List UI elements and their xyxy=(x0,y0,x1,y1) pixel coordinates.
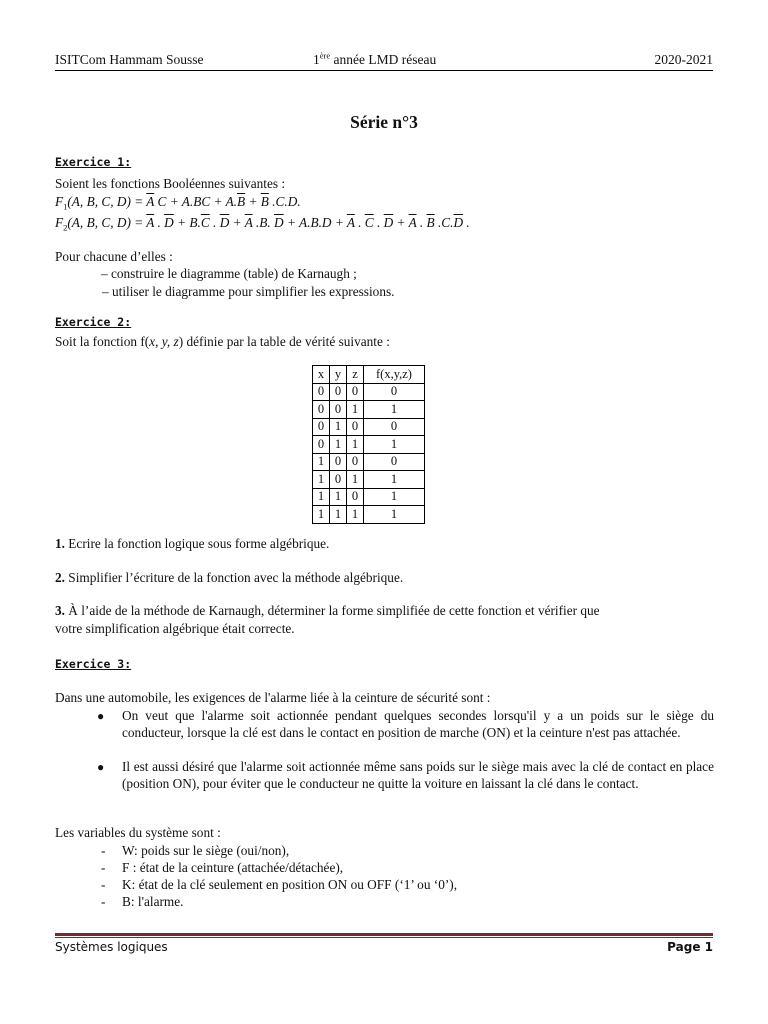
f1-t1d: + xyxy=(245,194,261,209)
ex3-var-w: W: poids sur le siège (oui/non), xyxy=(122,843,290,858)
f1-t1b: C + A.BC + A. xyxy=(154,194,238,209)
table-cell: 1 xyxy=(347,471,364,489)
f1-t1f: .C.D. xyxy=(268,194,301,209)
bullet-icon: ● xyxy=(97,709,105,723)
ex2-q1-text: Ecrire la fonction logique sous forme algébrique. xyxy=(64,536,330,551)
f2-op: . xyxy=(209,215,220,230)
bullet-icon: ● xyxy=(97,760,105,774)
truth-table xyxy=(312,365,425,524)
header-level-sup: ère xyxy=(319,50,331,61)
f2-op: .C. xyxy=(434,215,454,230)
table-cell: 0 xyxy=(330,453,347,471)
table-header-cell: y xyxy=(330,366,347,384)
table-cell: 0 xyxy=(347,418,364,436)
f2-op: + A.B.D + xyxy=(283,215,347,230)
table-row xyxy=(313,383,425,401)
ex2-q2 xyxy=(55,570,403,586)
f1-args: (A, B, C, D) = xyxy=(67,194,147,209)
footer-course: Systèmes logiques xyxy=(55,940,168,954)
table-cell: 0 xyxy=(313,436,330,454)
f2-op: + xyxy=(229,215,245,230)
f2-op: . xyxy=(354,215,365,230)
ex3-var-k: K: état de la clé seulement en position ON ou OFF (‘1’ ou ‘0’), xyxy=(122,877,458,892)
ex3-bullet2: Il est aussi désiré que l'alarme soit actionnée même sans poids sur le siège mais avec la clé de contact en place (position ON), pour éviter que le conducteur ne quitte la voiture en laissant la clé dans le contact. xyxy=(122,759,714,791)
f2-term: $\overline{D}$ xyxy=(383,215,394,230)
ex2-intro xyxy=(55,334,390,350)
ex2-q3-num: 3. xyxy=(55,603,65,618)
table-cell: 1 xyxy=(313,453,330,471)
ex2-q2-text: Simplifier l’écriture de la fonction avec la méthode algébrique. xyxy=(64,570,404,585)
f1-t1a: $\overline{A}$ xyxy=(146,194,155,209)
table-cell: 1 xyxy=(364,488,425,506)
table-cell: 0 xyxy=(313,401,330,419)
table-row xyxy=(313,506,425,524)
f1-t1e: $\overline{B}$ xyxy=(260,194,269,209)
ex3-bullet1: On veut que l'alarme soit actionnée pendant quelques secondes lorsqu'il y a un poids sur le siège du conducteur, lorsque la clé est dans le contact en position de marche (ON) et la ceinture n'est pas attachée. xyxy=(122,708,714,740)
f2-op: . xyxy=(373,215,384,230)
truth-table-header xyxy=(313,366,425,384)
ex2-q2-num: 2. xyxy=(55,570,65,585)
f2-term: $\overline{A}$ xyxy=(346,215,355,230)
table-cell: 1 xyxy=(364,506,425,524)
ex1-step2: – utiliser le diagramme pour simplifier les expressions. xyxy=(102,284,395,299)
ex2-q1 xyxy=(55,536,329,552)
table-cell: 0 xyxy=(330,401,347,419)
header-school: ISITCom Hammam Sousse xyxy=(55,52,204,67)
table-cell: 1 xyxy=(347,401,364,419)
ex3-var-f: F : état de la ceinture (attachée/détachée), xyxy=(122,860,344,875)
header-level-rest: année LMD réseau xyxy=(330,52,437,67)
f2-op: . xyxy=(416,215,427,230)
table-cell: 1 xyxy=(330,488,347,506)
ex1-f2 xyxy=(55,215,470,231)
ex1-f1 xyxy=(55,194,301,210)
ex2-intro-a: Soit la fonction f( xyxy=(55,334,150,349)
ex3-intro: Dans une automobile, les exigences de l'alarme liée à la ceinture de sécurité sont : xyxy=(55,690,491,705)
table-cell: 0 xyxy=(347,383,364,401)
table-row xyxy=(313,471,425,489)
table-header-cell: f(x,y,z) xyxy=(364,366,425,384)
table-cell: 1 xyxy=(330,418,347,436)
ex1-intro: Soient les fonctions Booléennes suivantes : xyxy=(55,176,286,191)
ex2-intro-b: ) définie par la table de vérité suivante : xyxy=(178,334,390,349)
ex2-q3 xyxy=(55,603,600,619)
table-cell: 1 xyxy=(364,436,425,454)
f2-term: $\overline{B}$ xyxy=(426,215,435,230)
f2-op: . xyxy=(154,215,165,230)
f2-args: (A, B, C, D) = xyxy=(67,215,147,230)
table-cell: 1 xyxy=(347,436,364,454)
table-cell: 0 xyxy=(330,471,347,489)
f2-term: $\overline{C}$ xyxy=(364,215,374,230)
page-title: Série n°3 xyxy=(350,112,418,132)
dash-icon: - xyxy=(101,843,106,858)
table-cell: 1 xyxy=(313,506,330,524)
ex2-q1-num: 1. xyxy=(55,536,65,551)
f2-term: $\overline{A}$ xyxy=(244,215,253,230)
table-cell: 1 xyxy=(313,488,330,506)
f2-term: $\overline{D}$ xyxy=(219,215,230,230)
ex1-heading: Exercice 1: xyxy=(55,155,132,169)
f1-name: F xyxy=(55,194,64,209)
ex3-vars-intro: Les variables du système sont : xyxy=(55,825,221,840)
ex1-for-each: Pour chacune d’elles : xyxy=(55,249,173,264)
f2-term: $\overline{D}$ xyxy=(453,215,464,230)
table-cell: 0 xyxy=(313,383,330,401)
f2-op: .B. xyxy=(252,215,275,230)
ex1-step1: – construire le diagramme (table) de Karnaugh ; xyxy=(101,266,357,281)
table-cell: 0 xyxy=(313,418,330,436)
dash-icon: - xyxy=(101,860,106,875)
table-cell: 1 xyxy=(313,471,330,489)
table-cell: 1 xyxy=(330,506,347,524)
table-cell: 0 xyxy=(347,488,364,506)
table-cell: 1 xyxy=(347,506,364,524)
dash-icon: - xyxy=(101,894,106,909)
header-divider xyxy=(55,70,713,71)
ex2-q3-line2: votre simplification algébrique était correcte. xyxy=(55,621,295,636)
header-level xyxy=(313,52,436,68)
f2-name: F xyxy=(55,215,64,230)
table-cell: 1 xyxy=(364,401,425,419)
footer-divider-thin xyxy=(55,937,713,938)
header-year: 2020-2021 xyxy=(654,52,713,67)
f2-term: $\overline{A}$ xyxy=(146,215,155,230)
f2-term: $\overline{A}$ xyxy=(408,215,417,230)
ex2-q3-line1: À l’aide de la méthode de Karnaugh, déterminer la forme simplifiée de cette fonction et vérifier que xyxy=(64,603,600,618)
table-row xyxy=(313,436,425,454)
ex2-heading: Exercice 2: xyxy=(55,315,132,329)
table-cell: 0 xyxy=(347,453,364,471)
ex2-intro-vars: x, y, z xyxy=(149,334,179,349)
f1-sub: 1 xyxy=(63,201,68,212)
footer-page: Page 1 xyxy=(667,940,713,954)
f2-term: $\overline{D}$ xyxy=(164,215,174,230)
table-header-cell: x xyxy=(313,366,330,384)
table-cell: 1 xyxy=(364,471,425,489)
table-row xyxy=(313,401,425,419)
table-row xyxy=(313,418,425,436)
f2-op: + xyxy=(393,215,409,230)
header-level-num: 1 xyxy=(313,52,320,67)
f1-t1c: $\overline{B}$ xyxy=(237,194,246,209)
f2-sub: 2 xyxy=(63,222,68,233)
table-cell: 0 xyxy=(364,418,425,436)
f2-op: . xyxy=(463,215,470,230)
f2-term: $\overline{C}$ xyxy=(200,215,210,230)
table-row xyxy=(313,453,425,471)
table-cell: 0 xyxy=(364,383,425,401)
table-cell: 1 xyxy=(330,436,347,454)
footer-divider xyxy=(55,933,713,936)
f2-op: + B. xyxy=(173,215,201,230)
dash-icon: - xyxy=(101,877,106,892)
table-cell: 0 xyxy=(330,383,347,401)
ex3-heading: Exercice 3: xyxy=(55,657,132,671)
table-cell: 0 xyxy=(364,453,425,471)
table-header-cell: z xyxy=(347,366,364,384)
ex3-var-b: B: l'alarme. xyxy=(122,894,184,909)
f2-term: $\overline{D}$ xyxy=(274,215,284,230)
table-row xyxy=(313,488,425,506)
